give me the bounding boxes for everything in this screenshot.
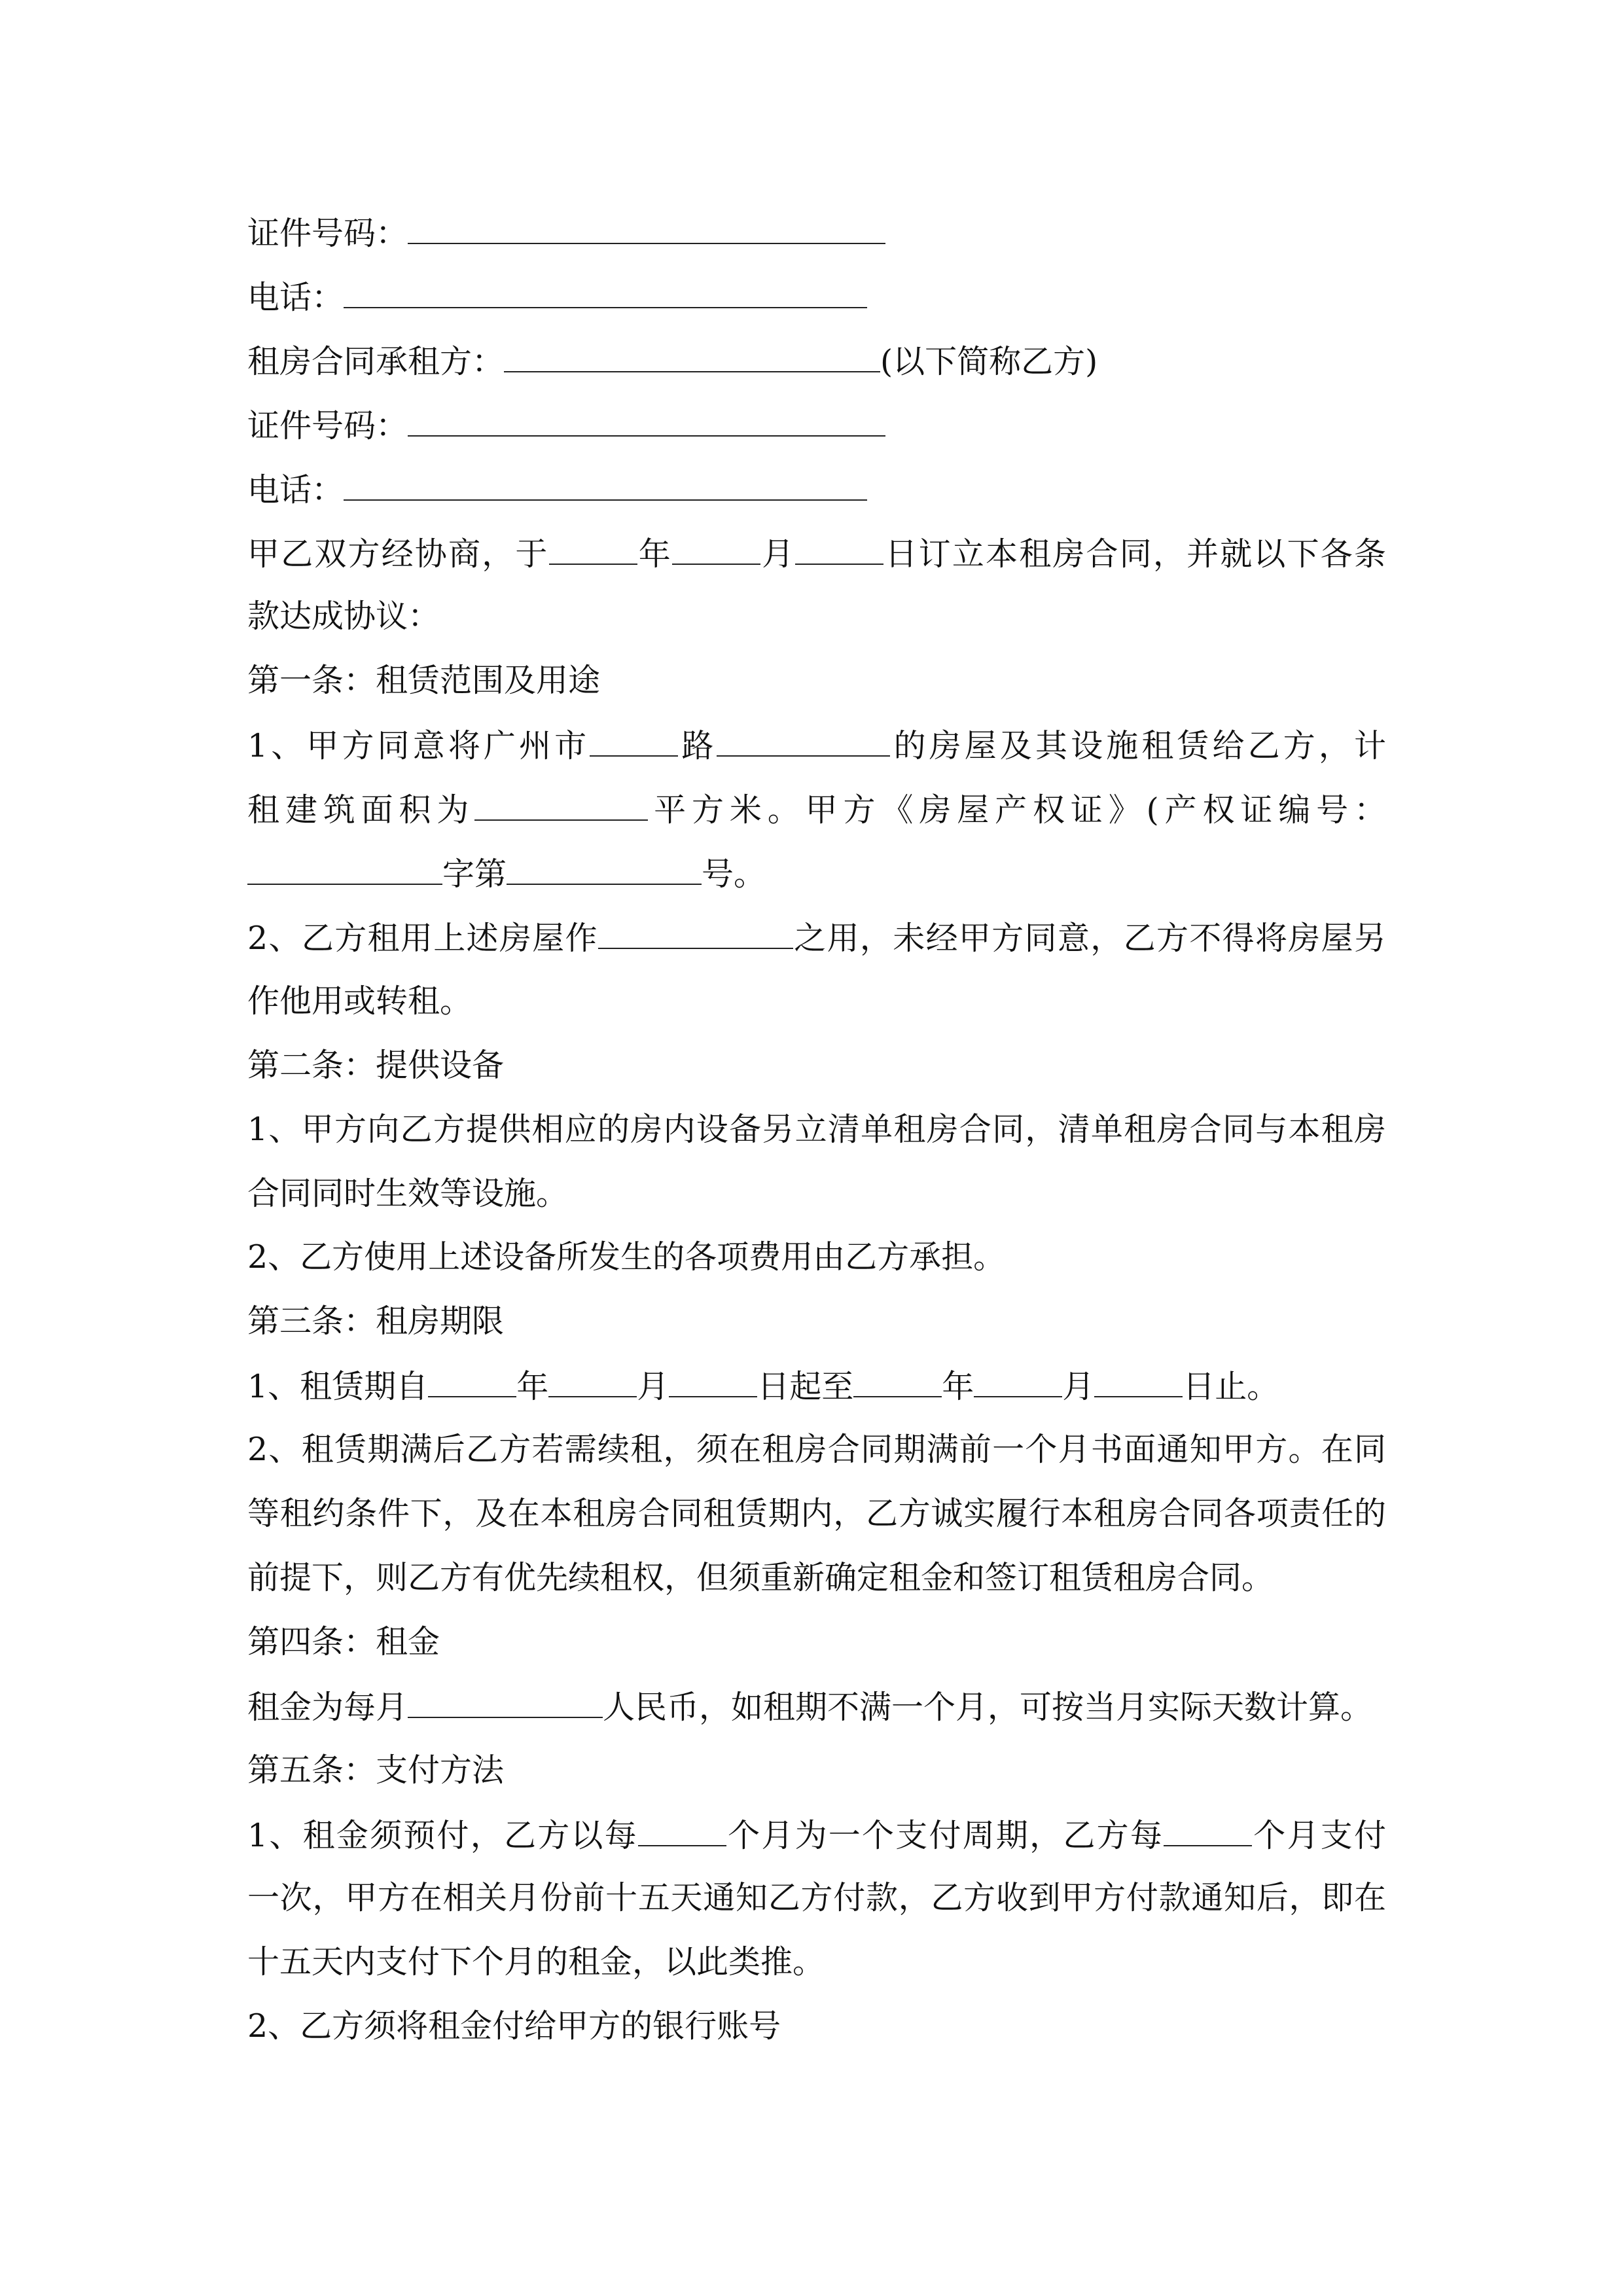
text-segment: 2、乙方使用上述设备所发生的各项费用由乙方承担。 — [247, 1238, 1006, 1276]
fill-in-blank[interactable] — [590, 725, 678, 757]
text-segment: 款达成协议： — [247, 598, 440, 636]
text-segment: 年 — [942, 1368, 974, 1406]
text-line — [247, 277, 867, 316]
text-line — [247, 1302, 504, 1341]
text-segment: 租建筑面积为 — [247, 791, 475, 829]
text-line — [247, 918, 1386, 957]
text-line — [247, 661, 600, 700]
text-segment: 第二条：提供设备 — [247, 1046, 505, 1084]
fill-in-blank[interactable] — [408, 213, 885, 244]
text-segment: 人民币，如租期不满一个月，可按当月实际天数计算。 — [603, 1688, 1373, 1726]
text-segment: 年 — [637, 535, 672, 573]
fill-in-blank[interactable] — [474, 789, 648, 821]
fill-in-blank[interactable] — [669, 1366, 757, 1397]
text-segment: 个月支付 — [1252, 1816, 1386, 1854]
fill-in-blank[interactable] — [408, 1687, 603, 1718]
fill-in-blank[interactable] — [717, 725, 890, 757]
text-line — [247, 2007, 781, 2046]
text-line — [247, 982, 472, 1021]
text-segment: 等租约条件下，及在本租房合同租赁期内，乙方诚实履行本租房合同各项责任的 — [247, 1495, 1386, 1532]
text-line — [247, 1366, 1279, 1405]
fill-in-blank[interactable] — [507, 853, 702, 885]
fill-in-blank[interactable] — [549, 533, 637, 565]
text-segment: 甲乙双方经协商，于 — [247, 535, 549, 573]
text-line — [247, 597, 440, 636]
text-line — [247, 1623, 440, 1662]
text-line — [247, 789, 1386, 829]
text-segment: (以下简称乙方) — [880, 342, 1098, 380]
text-line — [247, 1878, 1386, 1918]
fill-in-blank[interactable] — [1164, 1815, 1252, 1846]
text-line — [247, 1751, 504, 1790]
fill-in-blank[interactable] — [428, 1366, 516, 1397]
fill-in-blank[interactable] — [598, 918, 793, 949]
text-segment: 年 — [516, 1368, 549, 1406]
text-segment: 平方米。甲方《房屋产权证》(产权证编号： — [648, 791, 1386, 829]
fill-in-blank[interactable] — [853, 1366, 942, 1397]
fill-in-blank[interactable] — [344, 277, 867, 308]
text-segment: 2、乙方须将租金付给甲方的银行账号 — [247, 2007, 781, 2045]
text-line — [247, 1046, 504, 1085]
text-line — [247, 533, 1386, 573]
text-line — [247, 341, 1097, 380]
text-line — [247, 1110, 1386, 1149]
text-segment: 的房屋及其设施租赁给乙方，计 — [890, 727, 1386, 765]
text-segment: 1、租金须预付，乙方以每 — [247, 1816, 638, 1854]
text-segment: 日订立本租房合同，并就以下各条 — [883, 535, 1386, 573]
text-segment: 租金为每月 — [247, 1688, 408, 1726]
text-segment: 月 — [760, 535, 796, 573]
text-segment: 2、乙方租用上述房屋作 — [247, 919, 598, 957]
fill-in-blank[interactable] — [504, 341, 880, 372]
text-segment: 1、甲方向乙方提供相应的房内设备另立清单租房合同，清单租房合同与本租房 — [247, 1110, 1386, 1148]
text-segment: 号。 — [702, 855, 766, 893]
text-segment: 证件号码： — [247, 406, 408, 444]
text-segment: 个月为一个支付周期，乙方每 — [726, 1816, 1164, 1854]
text-segment: 十五天内支付下个月的租金，以此类推。 — [247, 1943, 825, 1981]
text-segment: 路 — [678, 727, 717, 765]
text-segment: 月 — [1062, 1368, 1095, 1406]
text-line — [247, 853, 766, 893]
fill-in-blank[interactable] — [795, 533, 883, 565]
text-line — [247, 1943, 825, 1982]
fill-in-blank[interactable] — [548, 1366, 637, 1397]
text-segment: 日止。 — [1183, 1368, 1279, 1406]
fill-in-blank[interactable] — [247, 853, 442, 885]
text-segment: 之用，未经甲方同意，乙方不得将房屋另 — [793, 919, 1386, 957]
text-segment: 电话： — [247, 278, 344, 316]
fill-in-blank[interactable] — [408, 405, 885, 437]
text-line — [247, 1238, 1005, 1277]
text-segment: 字第 — [442, 855, 507, 893]
text-line — [247, 1494, 1386, 1534]
text-segment: 月 — [637, 1368, 669, 1406]
text-line — [247, 725, 1386, 764]
text-line — [247, 1174, 568, 1213]
fill-in-blank[interactable] — [672, 533, 760, 565]
text-segment: 1、甲方同意将广州市 — [247, 727, 590, 765]
text-line — [247, 1687, 1372, 1726]
text-segment: 第三条：租房期限 — [247, 1302, 505, 1340]
text-line — [247, 405, 885, 444]
fill-in-blank[interactable] — [344, 469, 867, 501]
text-segment: 第五条：支付方法 — [247, 1751, 505, 1789]
text-segment: 证件号码： — [247, 215, 408, 252]
text-segment: 第四条：租金 — [247, 1623, 440, 1660]
text-segment: 一次，甲方在相关月份前十五天通知乙方付款，乙方收到甲方付款通知后，即在 — [247, 1879, 1386, 1917]
text-segment: 作他用或转租。 — [247, 982, 473, 1020]
text-segment: 合同同时生效等设施。 — [247, 1174, 569, 1212]
text-segment: 1、租赁期自 — [247, 1368, 429, 1406]
fill-in-blank[interactable] — [1094, 1366, 1183, 1397]
text-segment: 第一条：租赁范围及用途 — [247, 662, 601, 700]
text-line — [247, 1815, 1386, 1854]
text-segment: 日起至 — [757, 1368, 854, 1406]
fill-in-blank[interactable] — [974, 1366, 1062, 1397]
text-segment: 租房合同承租方： — [247, 342, 505, 380]
text-segment: 2、租赁期满后乙方若需续租，须在租房合同期满前一个月书面通知甲方。在同 — [247, 1431, 1386, 1469]
text-line — [247, 469, 867, 509]
text-segment: 电话： — [247, 471, 344, 509]
text-segment: 前提下，则乙方有优先续租权，但须重新确定租金和签订租赁租房合同。 — [247, 1558, 1274, 1596]
fill-in-blank[interactable] — [638, 1815, 726, 1846]
text-line — [247, 1430, 1386, 1469]
text-line — [247, 213, 885, 252]
text-line — [247, 1558, 1274, 1598]
